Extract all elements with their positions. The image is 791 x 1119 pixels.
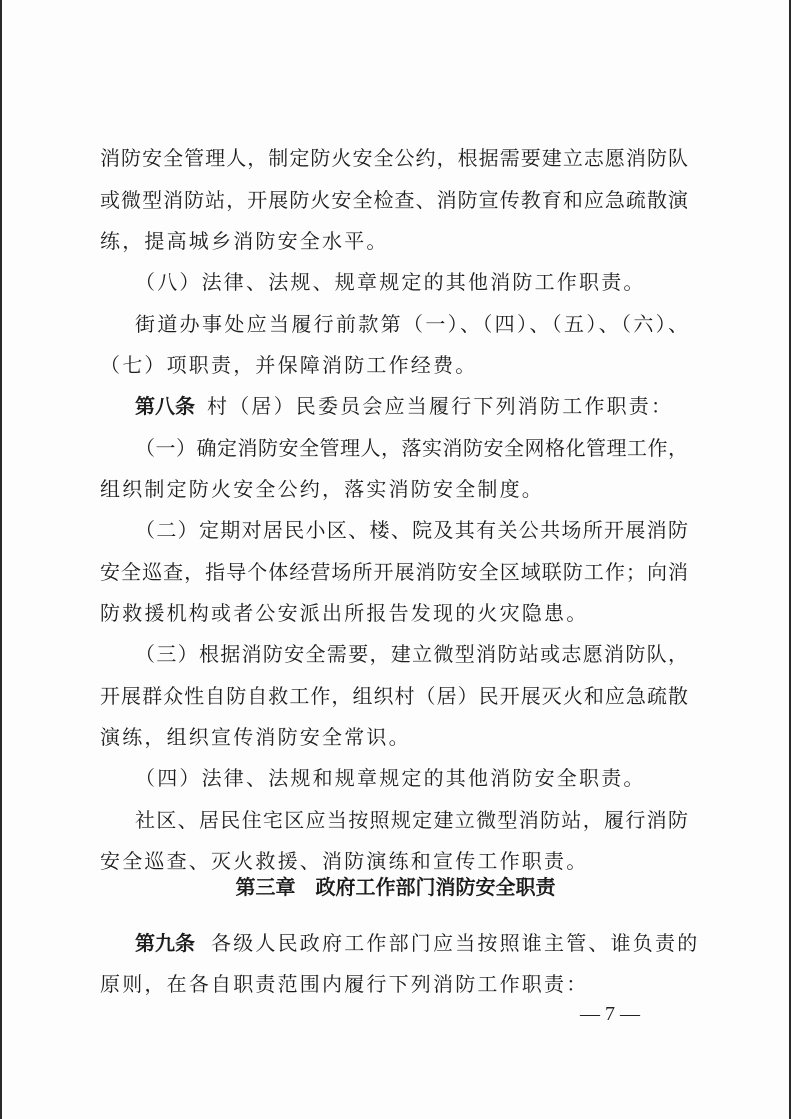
- body-line: 演练，组织宣传消防安全常识。: [100, 725, 411, 749]
- body-line: （七）项职责，并保障消防工作经费。: [100, 353, 478, 377]
- body-line: 安全巡查、灭火救援、消防演练和宣传工作职责。: [100, 849, 589, 873]
- article-9-text: 各级人民政府工作部门应当按照谁主管、谁负责的: [211, 931, 700, 955]
- article-8-text: 村（居）民委员会应当履行下列消防工作职责：: [207, 394, 674, 418]
- article-8-label: 第八条: [135, 394, 195, 418]
- chapter-title: 第三章 政府工作部门消防安全职责: [235, 875, 556, 899]
- body-line: 组织制定防火安全公约，落实消防安全制度。: [100, 477, 544, 501]
- body-line: 街道办事处应当履行前款第（一）、（四）、（五）、（六）、: [135, 312, 688, 336]
- body-line: 消防安全管理人，制定防火安全公约，根据需要建立志愿消防队: [100, 146, 688, 170]
- body-line: 安全巡查，指导个体经营场所开展消防安全区域联防工作；向消: [100, 560, 688, 584]
- article-9-heading: [135, 929, 699, 957]
- body-line: （四）法律、法规和规章规定的其他消防安全职责。: [135, 766, 646, 790]
- body-line: 开展群众性自防自救工作，组织村（居）民开展灭火和应急疏散: [100, 684, 688, 708]
- body-line: 练，提高城乡消防安全水平。: [100, 229, 389, 253]
- article-9-label: 第九条: [135, 931, 195, 955]
- body-line: （二）定期对居民小区、楼、院及其有关公共场所开展消防: [135, 518, 688, 542]
- body-line: （三）根据消防安全需要，建立微型消防站或志愿消防队，: [135, 642, 688, 666]
- scan-edge-left: [0, 0, 2, 1119]
- page-number: — 7 —: [580, 1003, 640, 1025]
- article-8-heading: [135, 392, 673, 420]
- body-line: 原则，在各自职责范围内履行下列消防工作职责：: [100, 972, 589, 996]
- body-line: 或微型消防站，开展防火安全检查、消防宣传教育和应急疏散演: [100, 188, 688, 212]
- body-line: （八）法律、法规、规章规定的其他消防工作职责。: [135, 270, 646, 294]
- body-line: 社区、居民住宅区应当按照规定建立微型消防站，履行消防: [135, 808, 688, 832]
- body-line: （一）确定消防安全管理人，落实消防安全网格化管理工作，: [135, 436, 688, 460]
- body-line: 防救援机构或者公安派出所报告发现的火灾隐患。: [100, 601, 589, 625]
